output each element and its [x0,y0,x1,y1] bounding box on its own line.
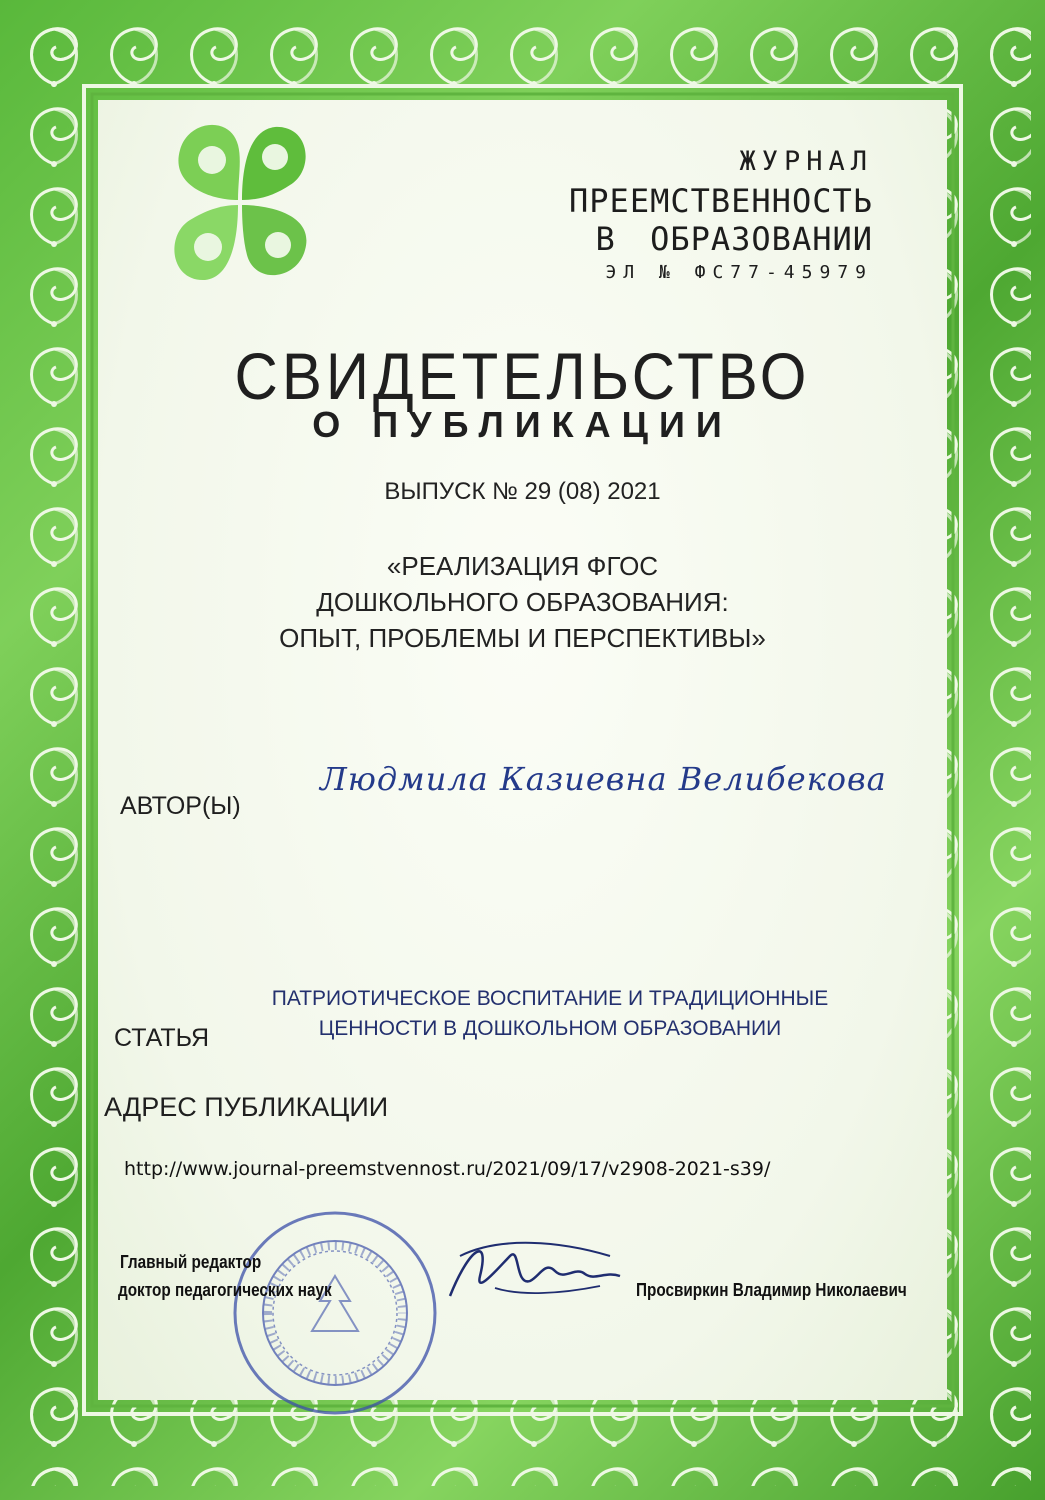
journal-name-line2: В ОБРАЗОВАНИИ [595,220,873,258]
journal-registration: ЭЛ № ФС77-45979 [605,262,873,283]
editor-name: Просвиркин Владимир Николаевич [636,1280,907,1300]
certificate-paper [98,100,947,1400]
official-stamp-icon [228,1206,443,1421]
editor-position: Главный редактор [120,1252,262,1272]
certificate-subtitle: О ПУБЛИКАЦИИ [312,404,733,445]
article-label: СТАТЬЯ [114,1024,209,1052]
conference-title [0,548,1045,656]
publication-address-label: АДРЕС ПУБЛИКАЦИИ [104,1092,389,1122]
clover-logo-icon [150,105,330,295]
journal-label: ЖУРНАЛ [739,146,873,177]
conference-line: ОПЫТ, ПРОБЛЕМЫ И ПЕРСПЕКТИВЫ» [279,623,766,653]
certificate-title: СВИДЕТЕЛЬСТВО [234,339,811,414]
issue-number: ВЫПУСК № 29 (08) 2021 [384,478,661,505]
conference-line: ДОШКОЛЬНОГО ОБРАЗОВАНИЯ: [316,587,729,617]
article-line: ПАТРИОТИЧЕСКОЕ ВОСПИТАНИЕ И ТРАДИЦИОННЫЕ [271,987,829,1010]
conference-line: «РЕАЛИЗАЦИЯ ФГОС [386,551,659,581]
article-line: ЦЕННОСТИ В ДОШКОЛЬНОМ ОБРАЗОВАНИИ [318,1017,782,1040]
publication-url[interactable]: http://www.journal-preemstvennost.ru/2021/09/17/v2908-2021-s39/ [124,1158,771,1180]
signature-icon [440,1226,630,1316]
journal-name-line1: ПРЕЕМСТВЕННОСТЬ [569,182,873,220]
article-title [240,984,860,1044]
editor-degree: доктор педагогических наук [118,1280,332,1300]
author-name: Людмила Казиевна Велибекова [320,760,887,798]
author-label: АВТОР(Ы) [120,792,241,820]
